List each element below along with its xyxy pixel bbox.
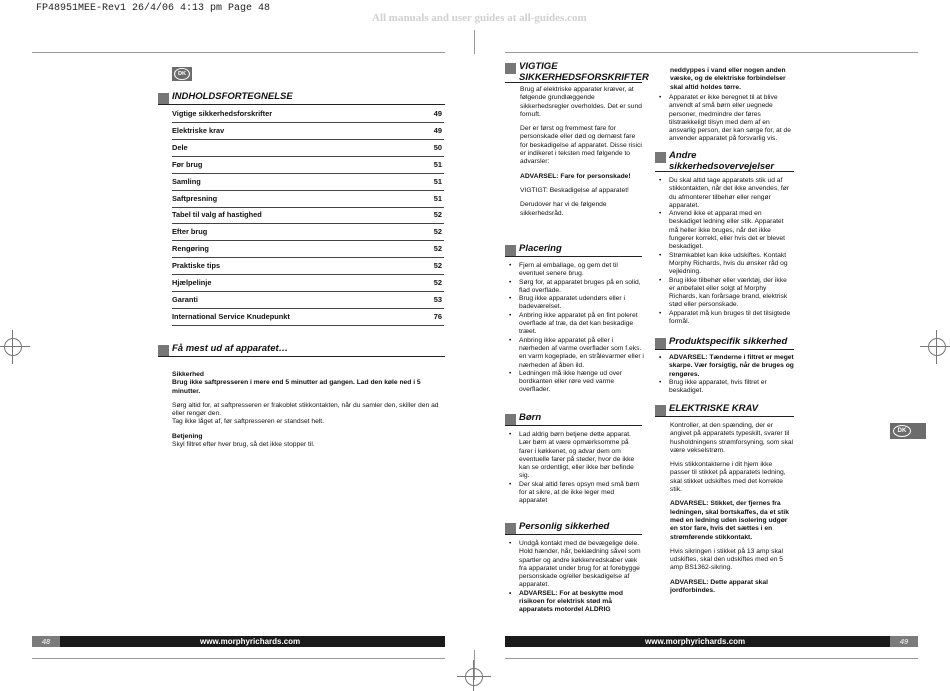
heading-square-icon [655, 338, 666, 349]
electrical-heading-text: ELEKTRISKE KRAV [669, 403, 759, 414]
list-item: • Ledningen må ikke hænge ud over bordkanten eller røre ved varme overflader. [507, 370, 644, 395]
toc-entry-page: 76 [433, 311, 442, 321]
electrical-warning: ADVARSEL: Stikket, der fjernes fra ledningen, skal bortskaffes, da et stik med en ledning uden isolering udgør en stor fare, hvis det sættes i en strømførende stikkontakt. [670, 500, 789, 541]
electrical-paragraph: Hvis stikkontakterne i dit hjem ikke passer til stikket på apparatets ledning, skal stikket udskiftes med det korrekte stik. [670, 461, 786, 494]
safety-warning-injury: ADVARSEL: Fare for personskade! [520, 172, 631, 180]
list-item: • Anbring ikke apparatet på eller i nærheden af varme overflader som f.eks. en varm kogeplade, en strålevarmer eller i nærheden af åben ild. [507, 337, 644, 370]
continued-warning: neddyppes i vand eller nogen anden væske, og de elektriske forbindelser skal altid holdes tørre. [670, 67, 786, 91]
center-fold-line [474, 30, 475, 54]
toc-entry-page: 53 [433, 294, 442, 304]
toc-entry-page: 52 [433, 210, 442, 220]
list-item: • Anbring ikke apparatet på en fint poleret overflade af træ, da det kan beskadige træet. [507, 312, 644, 337]
list-item: • ADVARSEL: Tænderne i filtret er meget skarpe. Vær forsigtig, når de bruges og rengøres. [657, 354, 794, 379]
heading-square-icon [655, 152, 666, 163]
list-item: • Lad aldrig børn betjene dette apparat. Lær børn at være opmærksomme på farer i køkkenet, og advar dem om eventuelle farer på steder, hvor de ikke kan se ordentligt, eller ikke bør befinde sig. [507, 431, 644, 481]
toc-row [172, 292, 444, 309]
product-safety-list [657, 354, 794, 395]
heading-square-icon [505, 523, 516, 534]
toc-row [172, 123, 444, 140]
top-trim-line [32, 52, 445, 53]
toc-row [172, 241, 444, 258]
list-item: • Brug ikke apparatet, hvis filtret er beskadiget. [657, 379, 794, 396]
other-safety-heading-text: Andre sikkerhedsovervejelser [669, 150, 775, 172]
children-heading-text: Børn [519, 412, 542, 423]
toc-entry-title: Vigtige sikkerhedsforskrifter [172, 109, 273, 118]
right-footer-url: www.morphyrichards.com [645, 637, 746, 646]
children-heading [505, 412, 642, 426]
intro-paragraph: Skyl filtret efter hver brug, så det ikke stopper til. [172, 441, 315, 449]
toc-row [172, 157, 444, 174]
personal-safety-heading-text: Personlig sikkerhed [519, 521, 610, 532]
placement-list [507, 262, 644, 395]
list-item: • Du skal altid tage apparatets stik ud af stikkontakten, når det ikke anvendes, før du afmonterer tilbehør eller rengør apparatet. [657, 177, 794, 210]
toc-row [172, 174, 444, 191]
product-safety-heading [655, 336, 794, 350]
list-item: • Sørg for, at apparatet bruges på en solid, flad overflade. [507, 279, 644, 296]
product-safety-heading-text: Produktspecifik sikkerhed [669, 336, 788, 347]
placement-heading [505, 243, 642, 257]
list-item: • Undgå kontakt med de bevægelige dele. Hold hænder, hår, beklædning såvel som spartler og andre køkkenredskaber væk fra apparatet under brug for at forebygge personskade og/eller beskadigelse af apparatet. [507, 540, 644, 590]
bottom-trim-line [32, 658, 445, 659]
registration-mark-left [2, 336, 24, 358]
toc-entry-title: Samling [172, 176, 201, 186]
toc-entry-page: 52 [433, 261, 442, 271]
children-list [507, 431, 644, 506]
intro-subheading-safety: Sikkerhed [172, 371, 204, 378]
heading-square-icon [505, 63, 516, 74]
print-header: FP48951MEE-Rev1 26/4/06 4:13 pm Page 48 [36, 3, 271, 14]
intro-heading-text: Få mest ud af apparatet… [172, 343, 289, 354]
heading-square-icon [158, 93, 169, 104]
safety-heading-text: VIGTIGE SIKKERHEDSFORSKRIFTER [519, 61, 649, 83]
list-item: • Brug ikke tilbehør eller værktøj, der ikke er anbefalet eller solgt af Morphy Richards, kan forårsage brand, elektrisk stød eller personskade. [657, 277, 794, 310]
left-page-number: 48 [32, 636, 60, 647]
toc-entry-title: Dele [172, 142, 188, 152]
toc-row [172, 106, 444, 123]
electrical-heading [655, 403, 794, 417]
list-item: • Strømkablet kan ikke udskiftes. Kontakt Morphy Richards, hvis du ønsker råd og vejledning. [657, 252, 794, 277]
heading-square-icon [505, 414, 516, 425]
heading-square-icon [655, 405, 666, 416]
toc-row [172, 140, 444, 157]
toc-row [172, 207, 444, 224]
intro-warning: Brug ikke saftpresseren i mere end 5 minutter ad gangen. Lad den køle ned i 5 minutter. [172, 379, 421, 395]
toc-entry-page: 49 [433, 125, 442, 135]
intro-text [172, 371, 446, 449]
heading-square-icon [158, 345, 169, 356]
toc-entry-title: Garanti [172, 294, 198, 304]
electrical-warning: ADVARSEL: Dette apparat skal jordforbindes. [670, 578, 768, 595]
other-safety-heading [655, 150, 794, 172]
toc-entry-page: 50 [433, 142, 442, 152]
toc-entry-title: Efter brug [172, 227, 208, 237]
list-item: • Apparatet er ikke beregnet til at blive anvendt af små børn eller uegnede personer, medmindre der føres tilstrækkeligt tilsyn med dem af en ansvarlig person, der kan sørge for, at de anvender apparatet på forsvarlig vis. [657, 94, 794, 144]
watermark: All manuals and user guides at all-guides.com [372, 12, 587, 24]
electrical-text [670, 422, 794, 601]
right-footer-bar [505, 636, 918, 647]
intro-subheading-operation: Betjening [172, 432, 203, 440]
left-footer-url: www.morphyrichards.com [200, 637, 301, 646]
intro-paragraph: Sørg altid for, at saftpresseren er frakoblet stikkontakten, når du samler den, skiller den ad eller rengør den. [172, 401, 439, 418]
toc-entry-page: 51 [433, 193, 442, 203]
electrical-paragraph: Kontroller, at den spænding, der er angivet på apparatets typeskilt, svarer til husholdningens strømforsyning, som skal være vekselstrøm. [670, 422, 794, 454]
language-side-tab-text: DK [894, 426, 910, 436]
language-badge [172, 67, 192, 81]
toc-entry-page: 51 [433, 176, 442, 186]
list-item: • Der skal altid føres opsyn med små børn for at sikre, at de ikke leger med apparatet [507, 481, 644, 506]
safety-paragraph: Brug af elektriske apparater kræver, at følgende grundlæggende sikkerhedsregler overholdes. Det er sund fornuft. [520, 86, 642, 118]
toc-row [172, 275, 444, 292]
list-item: • ADVARSEL: For at beskytte mod risikoen for elektrisk stød må apparatets motordel ALDRIG [507, 590, 644, 615]
safety-heading [505, 61, 649, 83]
toc-row [172, 224, 444, 241]
safety-text [520, 86, 644, 224]
toc-row [172, 258, 444, 275]
safety-important-damage: VIGTIGT: Beskadigelse af apparatet! [520, 186, 629, 194]
heading-square-icon [505, 245, 516, 256]
electrical-paragraph: Hvis sikringen i stikket på 13 amp skal udskiftes, skal den udskiftes med en 5 amp BS1362-sikring. [670, 547, 784, 572]
toc-heading-text: INDHOLDSFORTEGNELSE [172, 91, 293, 102]
list-item: • Brug ikke apparatet udendørs eller i badeværelset. [507, 295, 644, 312]
toc-entry-page: 52 [433, 244, 442, 254]
language-side-tab [890, 423, 926, 439]
personal-safety-heading [505, 521, 642, 535]
toc-entry-page: 52 [433, 227, 442, 237]
toc-entry-page: 52 [433, 278, 442, 287]
toc-entry-title: Praktiske tips [172, 261, 221, 271]
top-trim-line-right [505, 52, 918, 53]
list-item: • Fjern al emballage, og gem det til eventuel senere brug. [507, 262, 644, 279]
continued-list [657, 94, 794, 144]
toc-entry-title: Saftpresning [172, 193, 218, 203]
safety-paragraph: Derudover har vi de følgende sikkerhedsråd. [520, 201, 607, 217]
other-safety-list [657, 177, 794, 326]
toc-entry-page: 49 [433, 109, 442, 118]
registration-mark-right [926, 336, 948, 358]
toc-entry-title: Hjælpelinje [172, 278, 212, 287]
bottom-trim-line-right [505, 658, 918, 659]
list-item: • Anvend ikke et apparat med en beskadiget ledning eller stik. Apparatet må heller ikke bruges, når det ikke fungerer korrekt, eller hvis det er blevet beskadiget. [657, 210, 794, 251]
placement-heading-text: Placering [519, 243, 562, 254]
toc-row [172, 191, 444, 208]
registration-mark-bottom [463, 666, 485, 688]
language-badge-text: DK [175, 69, 189, 79]
intro-heading [158, 343, 445, 357]
toc-row [172, 309, 444, 326]
toc-entry-title: Før brug [172, 159, 203, 169]
list-item: • Apparatet må kun bruges til det tilsigtede formål. [657, 310, 794, 327]
toc-entry-title: Elektriske krav [172, 125, 225, 135]
toc-entry-title: International Service Knudepunkt [172, 311, 290, 321]
right-page-number: 49 [890, 636, 918, 647]
toc-heading [158, 91, 445, 105]
left-footer-bar [32, 636, 445, 647]
intro-paragraph: Tag ikke låget af, før saftpresseren er standset helt. [172, 418, 325, 426]
safety-paragraph: Der er først og fremmest fare for personskade eller død og dernæst fare for beskadigelse af apparatet. Disse risici er indikeret i teksten med følgende to advarsler: [520, 125, 642, 166]
toc-entry-title: Tabel til valg af hastighed [172, 210, 262, 220]
toc-entry-page: 51 [433, 159, 442, 169]
personal-safety-list [507, 540, 644, 615]
toc-entry-title: Rengøring [172, 244, 209, 254]
